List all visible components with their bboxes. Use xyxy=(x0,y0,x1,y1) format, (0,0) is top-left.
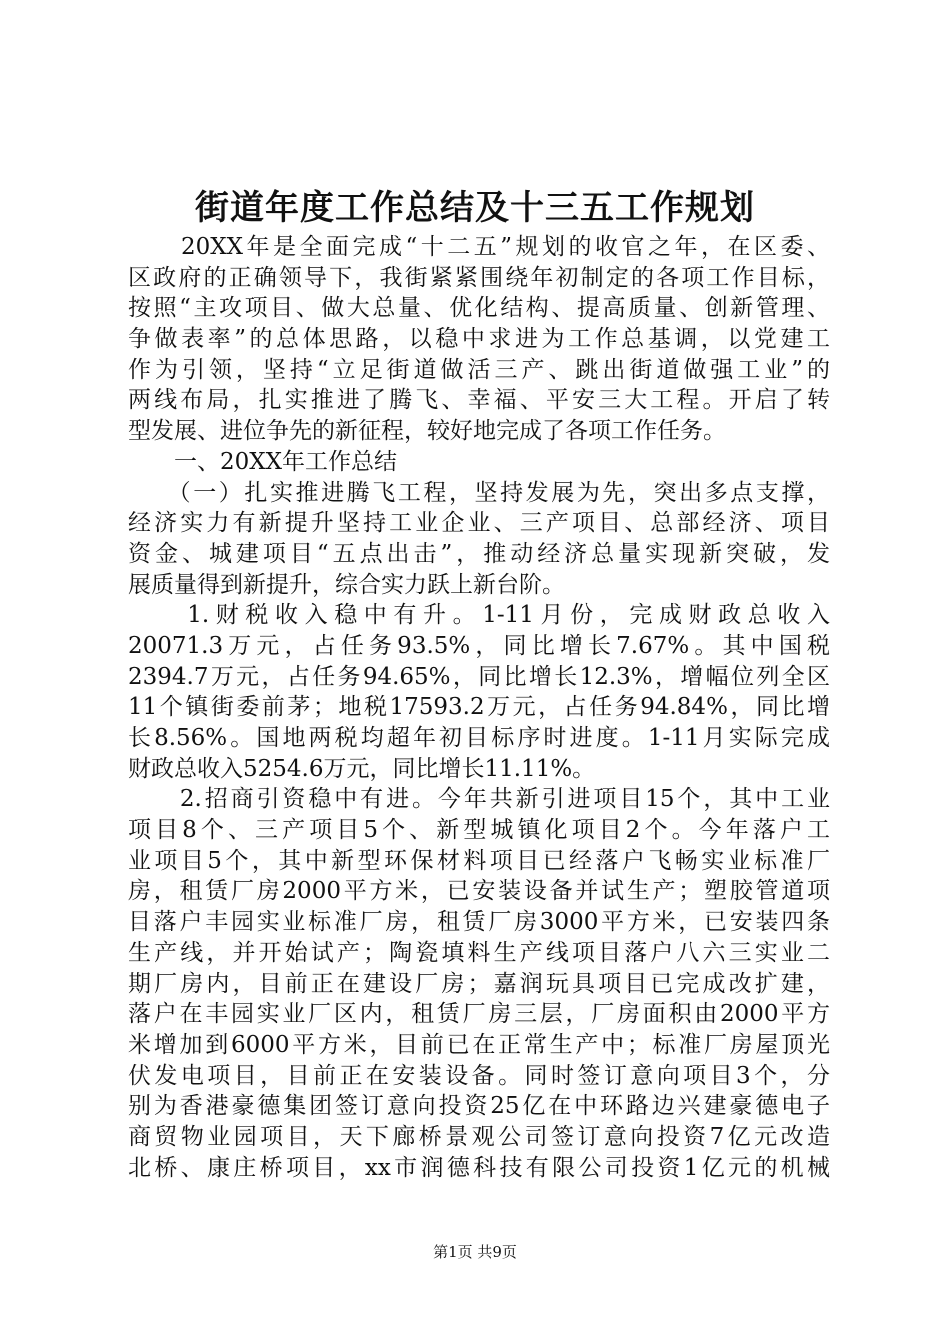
text-line: 20071.3万元，占任务93.5%，同比增长7.67%。其中国税 xyxy=(128,632,830,659)
text-line: 展质量得到新提升，综合实力跃上新台阶。 xyxy=(128,571,565,598)
text-line: 目落户丰园实业标准厂房，租赁厂房3000平方米，已安装四条 xyxy=(128,909,830,936)
text-line: 1.财税收入稳中有升。1-11月份，完成财政总收入 xyxy=(128,602,830,629)
text-line: 房，租赁厂房2000平方米，已安装设备并试生产；塑胶管道项 xyxy=(128,878,830,905)
text-line: 长8.56%。国地两税均超年初目标序时进度。1-11月实际完成 xyxy=(128,725,830,751)
text-line: 别为香港豪德集团签订意向投资25亿在中环路边兴建豪德电子 xyxy=(128,1093,830,1120)
text-line: 北桥、康庄桥项目，xx市润德科技有限公司投资1亿元的机械 xyxy=(128,1154,830,1181)
text-line: 两线布局，扎实推进了腾飞、幸福、平安三大工程。开启了转 xyxy=(128,387,830,414)
text-line: 财政总收入5254.6万元，同比增长11.11%。 xyxy=(128,755,596,782)
text-line: 落户在丰园实业厂区内，租赁厂房三层，厂房面积由2000平方 xyxy=(128,1001,830,1028)
text-line: 业项目5个，其中新型环保材料项目已经落户飞畅实业标准厂 xyxy=(128,847,830,874)
text-line: 生产线，并开始试产；陶瓷填料生产线项目落户八六三实业二 xyxy=(128,939,830,966)
text-line: 商贸物业园项目，天下廊桥景观公司签订意向投资7亿元改造 xyxy=(128,1123,830,1150)
text-line: 米增加到6000平方米，目前已在正常生产中；标准厂房屋顶光 xyxy=(128,1031,830,1058)
text-line: 20XX年是全面完成“十二五”规划的收官之年，在区委、 xyxy=(128,234,830,260)
text-line: 型发展、进位争先的新征程，较好地完成了各项工作任务。 xyxy=(128,418,726,445)
text-line: 项目8个、三产项目5个、新型城镇化项目2个。今年落户工 xyxy=(128,817,830,844)
text-line: 11个镇街委前茅；地税17593.2万元，占任务94.84%，同比增 xyxy=(128,694,830,721)
text-line: （一）扎实推进腾飞工程，坚持发展为先，突出多点支撑， xyxy=(128,479,830,506)
text-line: 一、20XX年工作总结 xyxy=(128,448,398,475)
text-line: 作为引领，坚持“立足街道做活三产、跳出街道做强工业”的 xyxy=(128,356,830,383)
text-line: 2.招商引资稳中有进。今年共新引进项目15个，其中工业 xyxy=(128,786,830,813)
document-title: 街道年度工作总结及十三五工作规划 xyxy=(195,188,755,228)
text-line: 经济实力有新提升坚持工业企业、三产项目、总部经济、项目 xyxy=(128,510,830,537)
text-line: 期厂房内，目前正在建设厂房；嘉润玩具项目已完成改扩建， xyxy=(128,970,830,997)
text-line: 区政府的正确领导下，我街紧紧围绕年初制定的各项工作目标， xyxy=(128,264,830,291)
document-body xyxy=(128,232,830,1183)
text-line: 资金、城建项目“五点出击”，推动经济总量实现新突破，发 xyxy=(128,540,830,567)
text-line: 争做表率”的总体思路，以稳中求进为工作总基调，以党建工 xyxy=(128,326,830,353)
page-footer: 第1页 共9页 xyxy=(433,1243,517,1261)
text-line: 按照“主攻项目、做大总量、优化结构、提高质量、创新管理、 xyxy=(128,295,830,322)
text-line: 2394.7万元，占任务94.65%，同比增长12.3%，增幅位列全区 xyxy=(128,663,830,690)
text-line: 伏发电项目，目前正在安装设备。同时签订意向项目3个，分 xyxy=(128,1062,830,1089)
